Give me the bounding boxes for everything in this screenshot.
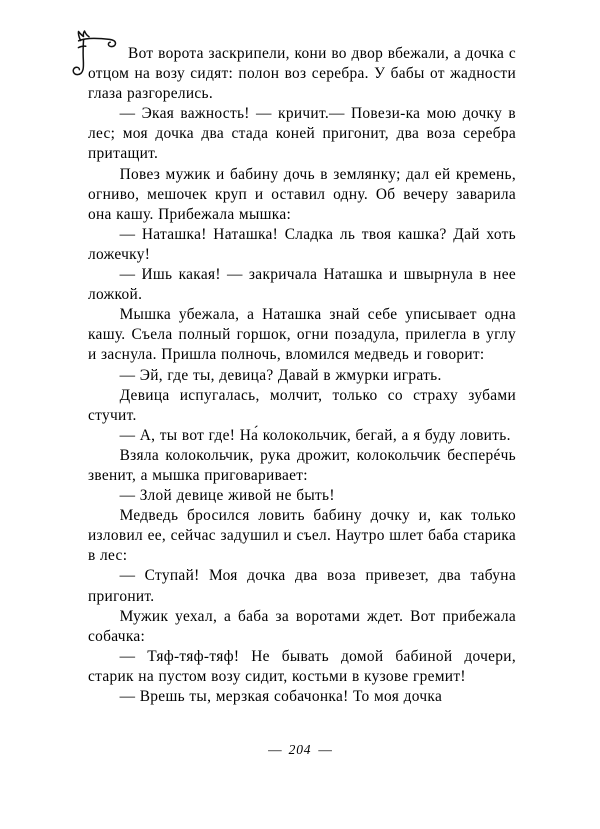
page-number: 204 bbox=[288, 742, 312, 757]
paragraph: — Экая важность! — кричит.— Повези-ка мою дочку в лес; моя дочка два стада коней пригонит, два воза серебра притащит. bbox=[88, 105, 516, 163]
paragraph: Взяла колокольчик, рука дрожит, колокольчик бесперéчь звенит, а мышка приговаривает: bbox=[88, 446, 516, 484]
paragraph: — Ишь какая! — закричала Наташка и швырнула в нее ложкой. bbox=[88, 266, 516, 304]
page-footer bbox=[0, 742, 600, 758]
paragraph: Повез мужик и бабину дочь в землянку; дал ей кремень, огниво, мешочек круп и оставил одну. Об вечеру заварила она кашу. Прибежала мышка: bbox=[88, 165, 516, 223]
paragraph: — Злой девице живой не быть! bbox=[119, 487, 335, 505]
paragraph: — Ступай! Моя дочка два воза привезет, два табуна пригонит. bbox=[88, 567, 516, 605]
paragraph: Медведь бросился ловить бабину дочку и, как только изловил ее, сейчас задушил и съел. Наутро шлет баба старика в лес: bbox=[88, 507, 516, 565]
page-text-body bbox=[88, 44, 516, 707]
paragraph: — Наташка! Наташка! Сладка ль твоя кашка? Дай хоть ложечку! bbox=[88, 225, 516, 263]
footer-rule-left: — bbox=[268, 742, 282, 757]
paragraph: — А, ты вот где! На́ колокольчик, бегай, а я буду ловить. bbox=[119, 426, 511, 444]
paragraph: Девица испугалась, молчит, только со страху зубами стучит. bbox=[88, 386, 516, 424]
paragraph: Вот ворота заскрипели, кони во двор вбежали, а дочка с отцом на возу сидят: полон воз серебра. У бабы от жадности глаза разгорелись. bbox=[88, 45, 516, 103]
paragraph: — Врешь ты, мерзкая собачонка! То моя дочка bbox=[119, 688, 443, 705]
footer-rule-right: — bbox=[318, 742, 332, 757]
paragraph: Мышка убежала, а Наташка знай себе уписывает одна кашу. Съела полный горшок, огни позадула, прилегла в углу и заснула. Пришла полночь, вломился медведь и говорит: bbox=[88, 306, 516, 364]
paragraph: — Тяф-тяф-тяф! Не бывать домой бабиной дочери, старик на пустом возу сидит, костьми в кузове гремит! bbox=[88, 647, 516, 685]
paragraph: Мужик уехал, а баба за воротами ждет. Вот прибежала собачка: bbox=[88, 607, 516, 645]
paragraph: — Эй, где ты, девица? Давай в жмурки играть. bbox=[119, 366, 442, 384]
